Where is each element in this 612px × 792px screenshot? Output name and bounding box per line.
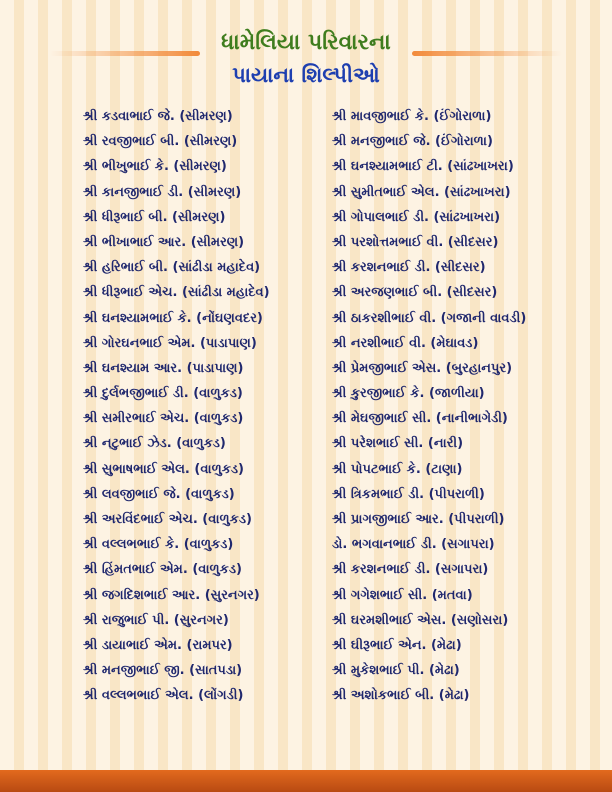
list-item: શ્રી ભીખુભાઈ કે. (સીમરણ) [83, 159, 227, 175]
list-item: શ્રી ભીખાભાઈ આર. (સીમરણ) [83, 234, 245, 250]
list-item: શ્રી કાનજીભાઈ ડી. (સીમરણ) [83, 184, 242, 200]
page-title: ધામેલિયા પરિવારના [221, 30, 391, 55]
list-item: શ્રી રવજીભાઈ બી. (સીમરણ) [83, 134, 238, 150]
list-item: શ્રી ગગેશભાઈ સી. (મતવા) [332, 587, 473, 603]
list-item: શ્રી ધીરૂભાઈ એચ. (સાંઢીડા મહાદેવ) [83, 285, 270, 301]
list-item: શ્રી જગદિશભાઈ આર. (સુરનગર) [83, 587, 260, 603]
page-subtitle: પાયાના શિલ્પીઓ [232, 63, 380, 87]
list-item: શ્રી ગોપાલભાઈ ડી. (સાંઢખાખરા) [332, 209, 501, 225]
list-item: શ્રી પોપટભાઈ કે. (ટાણા) [332, 461, 463, 477]
list-item: શ્રી ત્રિકમભાઈ ડી. (પીપરાળી) [332, 486, 485, 502]
list-item: શ્રી મુકેશભાઈ પી. (મેઢા) [332, 663, 460, 679]
list-item: શ્રી નટુભાઈ ઝેડ. (વાળુકડ) [83, 436, 226, 452]
list-item: શ્રી અરજણભાઈ બી. (સીદસર) [332, 285, 498, 301]
list-item: શ્રી ઘનશ્યામભાઈ કે. (નોંઘણવદર) [83, 310, 263, 326]
list-item: શ્રી સુમીતભાઈ એલ. (સાંઢખાખરા) [332, 184, 511, 200]
names-list-right [332, 104, 582, 709]
names-list-left [83, 104, 323, 709]
list-item: શ્રી મનજીભાઈ જી. (સાતપડા) [83, 663, 243, 679]
list-item: શ્રી ઠાકરશીભાઈ વી. (ગજાની વાવડી) [332, 310, 527, 326]
list-item: શ્રી ઘનશ્યામભાઈ ટી. (સાંઢખાખરા) [332, 159, 514, 175]
list-item: શ્રી માવજીભાઈ કે. (ઈંગોરાળા) [332, 109, 492, 124]
list-item: શ્રી લવજીભાઈ જે. (વાળુકડ) [83, 486, 235, 502]
list-item: શ્રી પ્રેમજીભાઈ એસ. (બુરહાનપુર) [332, 360, 513, 376]
list-item: ડો. ભગવાનભાઈ ડી. (સગાપરા) [332, 537, 495, 553]
list-item: શ્રી પરેશભાઈ સી. (નારી) [332, 436, 464, 452]
list-item: શ્રી કુરજીભાઈ કે. (જાળીયા) [332, 386, 485, 402]
list-item: શ્રી નરશીભાઈ વી. (મેઘાવડ) [332, 335, 479, 351]
list-item: શ્રી રાજુભાઈ પી. (સુરનગર) [83, 612, 229, 628]
list-item: શ્રી હિંમતભાઈ એમ. (વાળુકડ) [83, 562, 242, 578]
list-item: શ્રી કરશનભાઈ ડી. (સીદસર) [332, 260, 486, 276]
list-item: શ્રી હરિભાઈ બી. (સાંઢીડા મહાદેવ) [83, 260, 261, 276]
list-item: શ્રી પરશોત્તમભાઈ વી. (સીદસર) [332, 234, 499, 250]
list-item: શ્રી કરશનભાઈ ડી. (સગાપરા) [332, 562, 489, 578]
footer-bar [0, 770, 612, 792]
list-item: શ્રી ડાયાભાઈ એમ. (રામપર) [83, 637, 233, 653]
list-item: શ્રી દુર્લભજીભાઈ ડી. (વાળુકડ) [83, 386, 243, 402]
list-item: શ્રી ગોરઘનભાઈ એમ. (પાડાપાણ) [83, 335, 257, 351]
list-item: શ્રી સુભાષભાઈ એલ. (વાળુકડ) [83, 461, 244, 477]
list-item: શ્રી ઘીરૂભાઈ એન. (મેઢા) [332, 637, 462, 653]
list-item: શ્રી ઘનશ્યામ આર. (પાડાપાણ) [83, 360, 244, 376]
list-item: શ્રી અશોકભાઈ બી. (મેઢા) [332, 688, 470, 704]
list-item: શ્રી કડવાભાઈ જે. (સીમરણ) [83, 109, 233, 124]
list-item: શ્રી વલ્લભભાઈ એલ. (લોંગડી) [83, 688, 244, 704]
list-item: શ્રી મનજીભાઈ જે. (ઈંગોરાળા) [332, 134, 493, 150]
list-item: શ્રી ધીરૂભાઈ બી. (સીમરણ) [83, 209, 226, 225]
list-item: શ્રી પ્રાગજીભાઈ આર. (પીપરાળી) [332, 512, 505, 527]
list-item: શ્રી અરવિંદભાઈ એચ. (વાળુકડ) [83, 512, 252, 527]
list-item: શ્રી ઘરમશીભાઈ એસ. (સણોસરા) [332, 612, 509, 628]
list-item: શ્રી સમીરભાઈ એચ. (વાળુકડ) [83, 411, 244, 427]
list-item: શ્રી મેઘજીભાઈ સી. (નાનીભાગેડી) [332, 411, 508, 427]
page-header [0, 28, 612, 92]
list-item: શ્રી વલ્લભભાઈ કે. (વાળુકડ) [83, 537, 234, 553]
